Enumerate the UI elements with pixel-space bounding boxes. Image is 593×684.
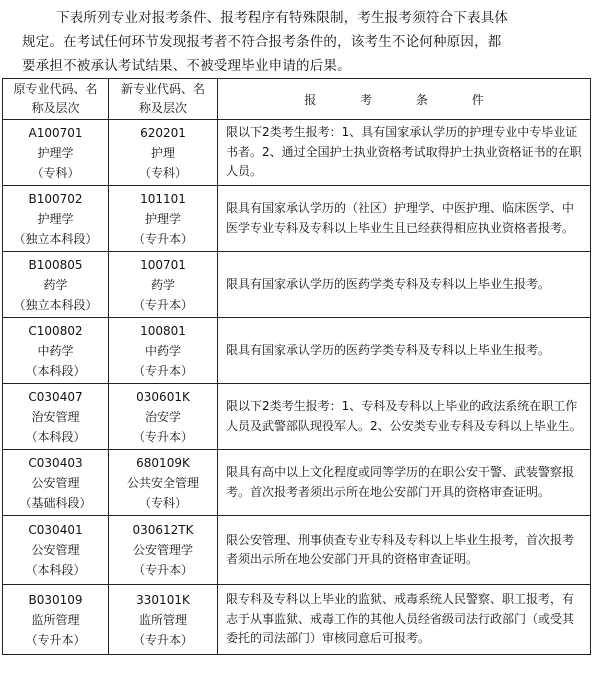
major-code: 030601K <box>136 389 190 404</box>
new-major-cell <box>109 585 218 655</box>
conditions-cell: 限以下2类考生报考：1、专科及专科以上毕业的政法系统在职工作人员及武警部队现役军人。2、公安类专业专科及专科以上毕业生。 <box>218 384 591 450</box>
table-row <box>3 186 591 252</box>
major-level: （独立本科段） <box>13 297 98 312</box>
original-major-cell <box>3 120 109 186</box>
new-major-cell <box>109 450 218 516</box>
major-name: 中药学 <box>144 343 181 358</box>
original-major-cell <box>3 516 109 585</box>
major-level: （专升本） <box>25 632 86 647</box>
major-code: 100701 <box>140 257 186 272</box>
header-conditions: 报 考 条 件 <box>218 79 591 120</box>
major-name: 公共安全管理 <box>126 475 199 490</box>
major-level: （专升本） <box>132 563 193 577</box>
original-major-cell <box>3 585 109 655</box>
table-row <box>3 384 591 450</box>
conditions-cell: 限以下2类考生报考：1、具有国家承认学历的护理专业中专毕业证书者。2、通过全国护士执业资格考试取得护士执业资格证书的在职人员。 <box>218 120 591 186</box>
major-name: 公安管理 <box>31 475 80 490</box>
major-code: C030401 <box>28 523 83 537</box>
major-code: C030403 <box>28 455 83 470</box>
major-code: 101101 <box>140 191 186 206</box>
original-major-cell <box>3 318 109 384</box>
conditions-cell: 限具有国家承认学历的（社区）护理学、中医护理、临床医学、中医学专业专科及专科以上毕业生且已经获得相应执业资格者报考。 <box>218 186 591 252</box>
major-name: 护理学 <box>37 211 74 226</box>
major-level: （专升本） <box>132 429 193 444</box>
major-name: 护理学 <box>144 211 181 226</box>
original-major-cell <box>3 186 109 252</box>
conditions-cell: 限专科及专科以上毕业的监狱、戒毒系统人民警察、职工报考，有志于从事监狱、戒毒工作的其他人员经省级司法行政部门（或受其委托的司法部门）审核同意后可报考。 <box>218 585 591 655</box>
major-code: 680109K <box>136 455 190 470</box>
new-major-cell <box>109 252 218 318</box>
major-code: 030612TK <box>132 523 194 537</box>
major-code: C030407 <box>28 389 83 404</box>
major-name: 护理学 <box>37 145 74 160</box>
new-major-cell <box>109 384 218 450</box>
new-major-cell <box>109 120 218 186</box>
major-level: （专升本） <box>132 297 193 312</box>
conditions-cell: 限公安管理、刑事侦查专业专科及专科以上毕业生报考，首次报考者须出示所在地公安部门开具的资格审查证明。 <box>218 516 591 585</box>
major-level: （专科） <box>138 165 187 180</box>
major-name: 中药学 <box>37 343 74 358</box>
major-code: 330101K <box>136 592 190 607</box>
table-row <box>3 252 591 318</box>
major-code: B030109 <box>28 592 83 607</box>
major-level: （本科段） <box>25 363 86 378</box>
major-level: （本科段） <box>25 429 86 444</box>
major-code: 100801 <box>140 323 186 338</box>
original-major-cell <box>3 252 109 318</box>
original-major-cell <box>3 384 109 450</box>
new-major-cell <box>109 516 218 585</box>
table-row <box>3 120 591 186</box>
conditions-cell: 限具有高中以上文化程度或同等学历的在职公安干警、武装警察报考。首次报考者须出示所在地公安部门开具的资格审查证明。 <box>218 450 591 516</box>
major-level: （基础科段） <box>19 495 92 510</box>
major-level: （独立本科段） <box>13 231 98 246</box>
header-original-major: 原专业代码、名 称及层次 <box>3 79 109 120</box>
intro-line-3: 要承担不被承认考试结果、不被受理毕业申请的后果。 <box>22 58 351 74</box>
major-code: 620201 <box>140 125 186 140</box>
major-code: B100702 <box>28 191 83 206</box>
table-row <box>3 516 591 585</box>
major-level: （专升本） <box>132 231 193 246</box>
major-requirements-table <box>2 78 591 655</box>
major-level: （专科） <box>138 495 187 510</box>
major-name: 治安学 <box>144 409 181 424</box>
major-name: 公安管理学 <box>132 543 193 557</box>
major-name: 药学 <box>150 277 175 292</box>
major-name: 护理 <box>150 145 175 160</box>
table-row <box>3 585 591 655</box>
intro-line-2: 规定。在考试任何环节发现报考者不符合报考条件的，该考生不论何种原因，都 <box>22 34 502 50</box>
major-name: 治安管理 <box>31 409 80 424</box>
major-code: A100701 <box>28 125 83 140</box>
table-row <box>3 450 591 516</box>
conditions-cell: 限具有国家承认学历的医药学类专科及专科以上毕业生报考。 <box>218 252 591 318</box>
new-major-cell <box>109 318 218 384</box>
intro-line-1: 下表所列专业对报考条件、报考程序有特殊限制，考生报考须符合下表具体 <box>56 10 509 26</box>
major-level: （本科段） <box>25 563 86 577</box>
header-new-major: 新专业代码、名 称及层次 <box>109 79 218 120</box>
major-code: C100802 <box>28 323 83 338</box>
major-name: 药学 <box>43 277 68 292</box>
table-header-row <box>3 79 591 120</box>
table-row <box>3 318 591 384</box>
major-level: （专升本） <box>132 632 193 647</box>
new-major-cell <box>109 186 218 252</box>
original-major-cell <box>3 450 109 516</box>
major-level: （专升本） <box>132 363 193 378</box>
major-code: B100805 <box>28 257 83 272</box>
major-level: （专科） <box>31 165 80 180</box>
major-name: 监所管理 <box>31 612 80 627</box>
major-name: 公安管理 <box>31 543 80 557</box>
major-name: 监所管理 <box>138 612 187 627</box>
conditions-cell: 限具有国家承认学历的医药学类专科及专科以上毕业生报考。 <box>218 318 591 384</box>
intro-paragraph <box>22 6 582 78</box>
